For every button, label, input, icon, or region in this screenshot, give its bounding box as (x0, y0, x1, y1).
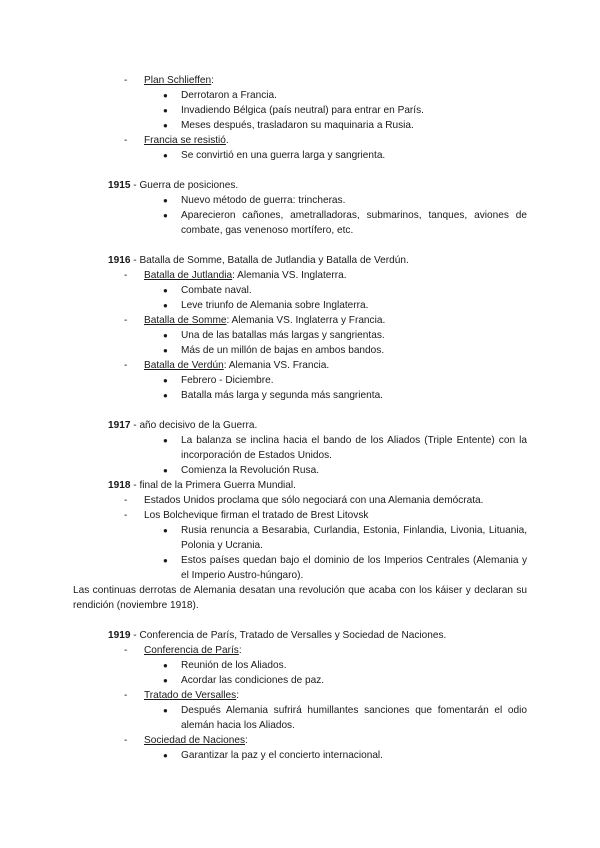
heading-text: - Batalla de Somme, Batalla de Jutlandia y Batalla de Verdún. (130, 255, 409, 266)
bullet-icon: ● (163, 301, 168, 310)
bullet-icon: ● (163, 106, 168, 115)
subheading-label: Conferencia de París (144, 645, 239, 656)
year-label: 1919 (108, 630, 131, 641)
subheading-text: Los Bolchevique firman el tratado de Brest Litovsk (144, 510, 369, 521)
bullet-item-text: Leve triunfo de Alemania sobre Inglaterra. (181, 300, 369, 311)
year-label: 1915 (108, 180, 131, 191)
subheading (144, 268, 347, 283)
bullet-item-text: Rusia renuncia a Besarabia, Curlandia, Estonia, Finlandia, Livonia, Lituania, Polonia y Ucrania. (181, 525, 527, 551)
bullet-icon: ● (163, 196, 168, 205)
bullet-item-text: Derrotaron a Francia. (181, 90, 277, 101)
subheading-text: : (211, 75, 214, 86)
dash-marker: - (124, 495, 128, 506)
bullet-icon: ● (163, 466, 168, 475)
subheading (144, 508, 368, 523)
bullet-item-text: Se convirtió en una guerra larga y sangrienta. (181, 150, 386, 161)
subheading-text: : Alemania VS. Inglaterra. (232, 270, 347, 281)
subheading (144, 688, 239, 703)
bullet-icon: ● (163, 346, 168, 355)
subheading-label: Tratado de Versalles (144, 690, 237, 701)
bullet-item-text: La balanza se inclina hacia el bando de los Aliados (Triple Entente) con la incorporación de Estados Unidos. (181, 435, 527, 461)
subheading (144, 313, 385, 328)
dash-marker: - (124, 690, 128, 701)
subheading-label: Batalla de Jutlandia (144, 270, 233, 281)
subheading-text: : Alemania VS. Inglaterra y Francia. (226, 315, 386, 326)
subheading-text: Estados Unidos proclama que sólo negociará con una Alemania demócrata. (144, 495, 484, 506)
year-label: 1917 (108, 420, 131, 431)
subheading (144, 493, 483, 508)
year-heading (108, 418, 257, 433)
year-heading (108, 628, 446, 643)
year-label: 1918 (108, 480, 131, 491)
subheading (144, 358, 329, 373)
bullet-icon: ● (163, 436, 168, 445)
heading-text: - año decisivo de la Guerra. (130, 420, 258, 431)
bullet-icon: ● (163, 391, 168, 400)
bullet-icon: ● (163, 151, 168, 160)
bullet-icon: ● (163, 286, 168, 295)
bullet-item-text: Comienza la Revolución Rusa. (181, 465, 320, 476)
subheading-label: Plan Schlieffen (144, 75, 212, 86)
bullet-icon: ● (163, 331, 168, 340)
bullet-icon: ● (163, 376, 168, 385)
subheading-text: : Alemania VS. Francia. (223, 360, 330, 371)
bullet-item-text: Nuevo método de guerra: trincheras. (181, 195, 346, 206)
paragraph: Las continuas derrotas de Alemania desatan una revolución que acaba con los káiser y declaran su rendición (noviembre 1918). (73, 585, 527, 611)
dash-marker: - (124, 510, 128, 521)
bullet-icon: ● (163, 121, 168, 130)
bullet-item-text: Aparecieron cañones, ametralladoras, submarinos, tanques, aviones de combate, gas venenoso mortífero, etc. (181, 210, 527, 236)
subheading (144, 133, 229, 148)
subheading-text: : (238, 645, 242, 656)
year-label: 1916 (108, 255, 131, 266)
subheading-label: Francia se resistió (144, 135, 226, 146)
year-heading (108, 253, 409, 268)
bullet-icon: ● (163, 91, 168, 100)
bullet-item-text: Una de las batallas más largas y sangrientas. (181, 330, 385, 341)
bullet-item-text: Meses después, trasladaron su maquinaria a Rusia. (181, 120, 414, 131)
bullet-item-text: Invadiendo Bélgica (país neutral) para entrar en París. (181, 105, 424, 116)
dash-marker: - (124, 315, 128, 326)
bullet-icon: ● (163, 676, 168, 685)
subheading (144, 73, 214, 88)
bullet-icon: ● (163, 751, 168, 760)
subheading-text: : (245, 735, 248, 746)
bullet-item-text: Combate naval. (181, 285, 252, 296)
bullet-icon: ● (163, 661, 168, 670)
heading-text: - final de la Primera Guerra Mundial. (130, 480, 296, 491)
bullet-icon: ● (163, 556, 168, 565)
year-heading (108, 478, 296, 493)
subheading (144, 643, 242, 658)
bullet-item-text: Batalla más larga y segunda más sangrienta. (181, 390, 383, 401)
dash-marker: - (124, 270, 128, 281)
subheading-label: Batalla de Verdún (144, 360, 224, 371)
subheading (144, 733, 248, 748)
dash-marker: - (124, 645, 128, 656)
year-heading (108, 178, 238, 193)
dash-marker: - (124, 360, 128, 371)
dash-marker: - (124, 135, 128, 146)
bullet-item-text: Garantizar la paz y el concierto internacional. (181, 750, 383, 761)
subheading-text: : (236, 690, 240, 701)
bullet-item-text: Después Alemania sufrirá humillantes sanciones que fomentarán el odio alemán hacia los Aliados. (181, 705, 527, 731)
heading-text: - Conferencia de París, Tratado de Versalles y Sociedad de Naciones. (130, 630, 447, 641)
dash-marker: - (124, 75, 128, 86)
bullet-icon: ● (163, 211, 168, 220)
dash-marker: - (124, 735, 128, 746)
bullet-item-text: Reunión de los Aliados. (181, 660, 287, 671)
bullet-icon: ● (163, 526, 168, 535)
subheading-text: . (225, 135, 229, 146)
bullet-item-text: Más de un millón de bajas en ambos bandos. (181, 345, 385, 356)
bullet-item-text: Acordar las condiciones de paz. (181, 675, 325, 686)
bullet-item-text: Febrero - Diciembre. (181, 375, 274, 386)
bullet-item-text: Estos países quedan bajo el dominio de los Imperios Centrales (Alemania y el Imperio Austro-húngaro). (181, 555, 527, 581)
subheading-label: Sociedad de Naciones (144, 735, 246, 746)
heading-text: - Guerra de posiciones. (130, 180, 239, 191)
subheading-label: Batalla de Somme (144, 315, 227, 326)
bullet-icon: ● (163, 706, 168, 715)
